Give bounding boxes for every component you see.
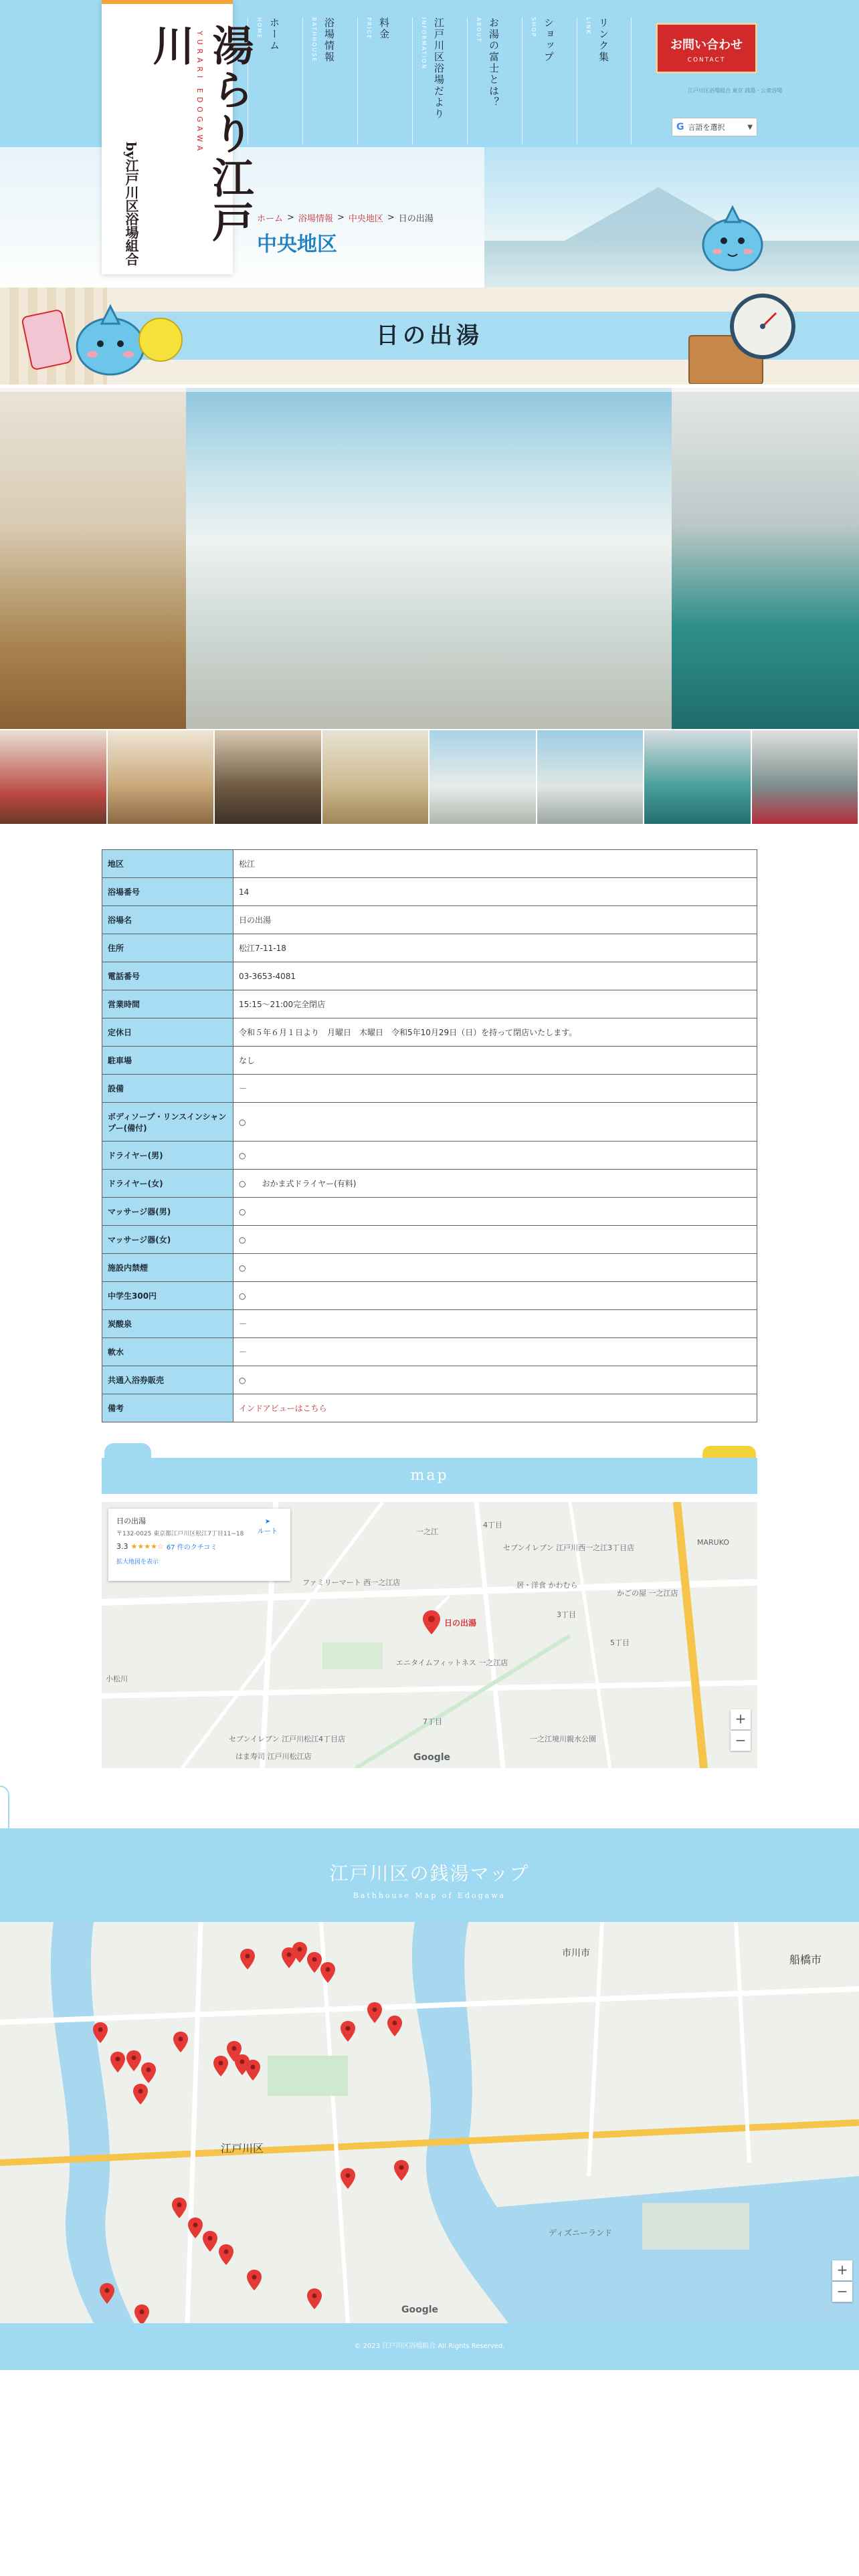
map-label: 3丁目 [557,1610,576,1619]
map-label: ディズニーランド [549,2228,613,2238]
bathhouse-map[interactable] [0,1922,859,2323]
row-key: 浴場名 [102,906,233,934]
map-label: 4丁目 [483,1521,502,1529]
google-logo: Google [401,2304,439,2315]
table-row [102,1254,757,1282]
thumbnail[interactable] [108,730,215,824]
nav-link-en: LINK [585,17,591,35]
row-value: 03-3653-4081 [233,962,757,990]
row-key: ボディソープ・リンスインシャンプー(備付) [102,1103,233,1142]
nav-about-en: ABOUT [476,17,482,43]
map-label: 居・洋食 かわむら [516,1581,578,1590]
map-pin-label: 日の出湯 [444,1618,477,1628]
photo-bath-hall[interactable] [186,388,672,729]
bathhouse-pin-dot [177,2203,182,2208]
map-pin-icon[interactable] [423,1610,440,1634]
row-key: ドライヤー(女) [102,1170,233,1198]
nav-bathhouse-label: 浴場情報 [323,17,335,63]
bathhouse-pin-dot [179,2037,183,2042]
row-key: 中学生300円 [102,1282,233,1310]
map-label: 5丁目 [610,1638,630,1647]
table-row [102,1142,757,1170]
bath-title-banner [0,288,859,385]
breadcrumb-separator: > [337,213,345,223]
table-row [102,906,757,934]
bathhouse-pin-dot [240,2060,245,2064]
thumbnail[interactable] [0,730,108,824]
nav-about[interactable] [467,17,522,144]
bathhouse-pin-dot [98,2028,103,2032]
place-name: 日の出湯 [116,1517,146,1525]
zoom-in-button[interactable]: + [832,2260,852,2280]
place-address: 〒132-0025 東京都江戸川区松江7丁目11−18 [116,1531,244,1537]
table-row [102,1310,757,1338]
bathhouse-pin-dot [312,2294,317,2298]
bathhouse-map-heading [0,1828,859,1922]
table-row [102,1018,757,1047]
map-label: 一之江境川親水公園 [530,1735,596,1743]
table-row [102,1338,757,1366]
bathhouse-map-title: 江戸川区の銭湯マップ [329,1862,530,1885]
indoor-view-link[interactable]: インドアビューはこちら [239,1404,327,1413]
bathhouse-pin-dot [298,1947,302,1952]
bathhouse-map-roads [0,1922,859,2323]
row-value: ○ [233,1366,757,1394]
row-value: ○ [233,1226,757,1254]
breadcrumb-area[interactable]: 中央地区 [348,214,383,224]
row-key: マッサージ器(女) [102,1226,233,1254]
map-label: 7丁目 [423,1717,442,1726]
map-label: MARUKO [697,1538,729,1547]
bathhouse-pin-dot [326,1967,330,1972]
bathhouse-pin-dot [219,2061,223,2066]
row-value: 松江 [233,850,757,878]
header-tagline: 江戸川区浴場組合 東京 銭湯・公衆浴場 [688,88,783,94]
directions-button[interactable] [257,1518,278,1535]
nav-bathhouse[interactable] [302,17,357,144]
nav-bathhouse-en: BATHHOUSE [311,17,317,63]
row-key: マッサージ器(男) [102,1198,233,1226]
zoom-in-button[interactable]: + [731,1709,751,1729]
zoom-out-button[interactable]: − [731,1731,751,1751]
place-info-card [108,1509,290,1581]
breadcrumb-separator: > [287,213,294,223]
row-value: － [233,1310,757,1338]
row-value: ○ [233,1142,757,1170]
language-select-label: 言語を選択 [688,123,725,132]
table-row [102,990,757,1018]
contact-label: お問い合わせ [670,38,743,52]
row-value: ○ [233,1254,757,1282]
star-icon: ★★★★☆ [130,1542,164,1551]
photo-gallery [0,388,859,729]
site-logo[interactable] [102,0,254,274]
bath-name-title: 日の出湯 [376,322,483,349]
row-value: － [233,1338,757,1366]
map-label: セブンイレブン 江戸川松江4丁目店 [229,1735,346,1743]
row-value: 15:15～21:00完全閉店 [233,990,757,1018]
nav-information-en: INFORMATION [421,17,427,70]
row-key: ドライヤー(男) [102,1142,233,1170]
directions-icon: ➤ [264,1518,271,1525]
row-key: 施設内禁煙 [102,1254,233,1282]
row-key: 地区 [102,850,233,878]
bathhouse-pin-dot [287,1953,292,1957]
breadcrumb-home[interactable]: ホーム [257,214,284,224]
bathhouse-pin-dot [116,2057,120,2062]
row-key: 共通入浴券販売 [102,1366,233,1394]
logo-roman: YURARI EDOGAWA [195,31,204,155]
row-key: 設備 [102,1075,233,1103]
photo-highlight [0,388,186,392]
row-value: ○ [233,1198,757,1226]
nav-shop-en: SHOP [531,17,537,38]
bathhouse-pin-dot [224,2250,229,2254]
table-row [102,1366,757,1394]
map-label: 一之江 [416,1527,438,1536]
nav-information[interactable] [412,17,467,144]
scale-icon [676,292,809,384]
bathhouse-map-subtitle: Bathhouse Map of Edogawa [353,1891,506,1900]
hero-illustration [484,147,859,288]
table-row [102,962,757,990]
nav-price-en: PRICE [366,17,372,40]
row-value: 令和５年６月１日より 月曜日 木曜日 令和5年10月29日（日）を持って閉店いたします。 [233,1018,757,1047]
thumbnail[interactable] [537,730,645,824]
table-row [102,1075,757,1103]
bathhouse-pin-dot [346,2173,351,2178]
nav-link[interactable] [577,17,632,144]
main-nav [248,17,632,144]
map-label: かごの屋 一之江店 [617,1589,678,1598]
contact-button[interactable] [656,23,757,74]
map-label: 船橋市 [789,1953,822,1966]
table-row [102,1282,757,1310]
table-row [102,1047,757,1075]
nav-information-label: 江戸川区浴場だより [433,17,445,120]
bathhouse-pin-dot [105,2288,110,2293]
row-key: 住所 [102,934,233,962]
row-key: 電話番号 [102,962,233,990]
nav-price[interactable] [357,17,412,144]
table-row [102,1198,757,1226]
bathhouse-pin-dot [399,2165,404,2170]
footer-copyright: © 2023 江戸川区浴場組合 All Rights Reserved. [0,2323,859,2370]
row-key: 軟水 [102,1338,233,1366]
bathhouse-pin-dot [251,2065,256,2070]
bathhouse-pin-dot [140,2310,145,2315]
table-row [102,1226,757,1254]
map-label: 小松川 [106,1675,128,1683]
breadcrumb-bathhouse[interactable]: 浴場情報 [298,214,333,224]
nav-price-label: 料金 [378,17,390,40]
breadcrumb-current: 日の出湯 [398,214,434,224]
map-heading: map [102,1458,757,1494]
bathhouse-pin-dot [232,2046,237,2051]
table-row [102,1170,757,1198]
table-row [102,850,757,878]
reviews-link[interactable]: 67 件のクチコミ [166,1544,217,1551]
photo-thumbnails [0,729,859,823]
thumbnail[interactable] [215,730,322,824]
photo-bathtub[interactable] [672,388,859,729]
row-value: 松江7-11-18 [233,934,757,962]
bathhouse-pin-dot [346,2026,351,2031]
larger-map-link[interactable]: 拡大地図を表示 [116,1559,159,1566]
nav-home-en: HOME [256,17,262,39]
photo-highlight [672,388,859,392]
row-key: 浴場番号 [102,878,233,906]
row-value: 14 [233,878,757,906]
row-key: 備考 [102,1394,233,1422]
place-rating [116,1541,282,1551]
zoom-out-button[interactable]: − [832,2282,852,2302]
bathhouse-pin-dot [246,1954,250,1959]
map-label: エニタイムフィットネス 一之江店 [396,1658,508,1667]
water-illustration [484,241,859,288]
row-value: ○ [233,1282,757,1310]
thumbnail[interactable] [752,730,859,824]
nav-shop[interactable] [522,17,577,144]
row-value: ○ おかま式ドライヤー(有料) [233,1170,757,1198]
google-icon: G [676,122,684,132]
page-title: 中央地区 [257,233,337,256]
mascot-icon [696,201,769,274]
mascot-icon [20,300,187,380]
bath-info-table [102,849,757,1422]
row-key: 定休日 [102,1018,233,1047]
chevron-down-icon: ▼ [747,123,753,131]
bathhouse-pin-dot [208,2236,213,2241]
nav-link-label: リンク集 [597,17,609,63]
map-label: はま寿司 江戸川松江店 [235,1752,312,1761]
photo-highlight [186,388,672,392]
row-value: なし [233,1047,757,1075]
nav-about-label: お湯の富士とは？ [488,17,500,108]
logo-subtitle: by江戸川区浴場組合 [123,142,139,266]
map-label: 市川市 [562,1948,590,1959]
thumbnail[interactable] [430,730,537,824]
bathhouse-pin-dot [373,2008,377,2012]
table-row [102,878,757,906]
bathhouse-pin-dot [252,2275,257,2280]
row-value: 日の出湯 [233,906,757,934]
nav-shop-label: ショップ [543,17,555,63]
map-label: 江戸川区 [221,2142,264,2155]
bathhouse-pin-dot [312,1957,317,1962]
bathhouse-pin-dot [147,2068,151,2072]
thumbnail[interactable] [644,730,752,824]
directions-label: ルート [258,1528,278,1535]
breadcrumb-separator: > [387,213,395,223]
rating-value: 3.3 [116,1542,128,1551]
row-value: ○ [233,1103,757,1142]
bathhouse-pin-dot [193,2223,198,2228]
row-key: 駐車場 [102,1047,233,1075]
location-map[interactable] [102,1502,757,1768]
row-key: 営業時間 [102,990,233,1018]
nav-home-label: ホーム [268,17,280,51]
breadcrumb [257,211,434,224]
language-select[interactable] [672,118,757,136]
bathhouse-pin-dot [138,2089,143,2094]
contact-label-en: CONTACT [687,57,726,64]
thumbnail[interactable] [322,730,430,824]
row-value: － [233,1075,757,1103]
bathhouse-pin-dot [132,2056,136,2060]
logo-title: 湯らり江戸川 [146,24,254,245]
bathhouse-pin-dot [393,2021,397,2026]
table-row [102,1394,757,1422]
table-row [102,1103,757,1142]
map-label: ファミリーマート 西一之江店 [302,1578,401,1587]
google-logo: Google [413,1752,451,1763]
map-label: セブンイレブン 江戸川西一之江3丁目店 [503,1543,635,1552]
table-row [102,934,757,962]
row-key: 炭酸泉 [102,1310,233,1338]
photo-lobby[interactable] [0,388,186,729]
